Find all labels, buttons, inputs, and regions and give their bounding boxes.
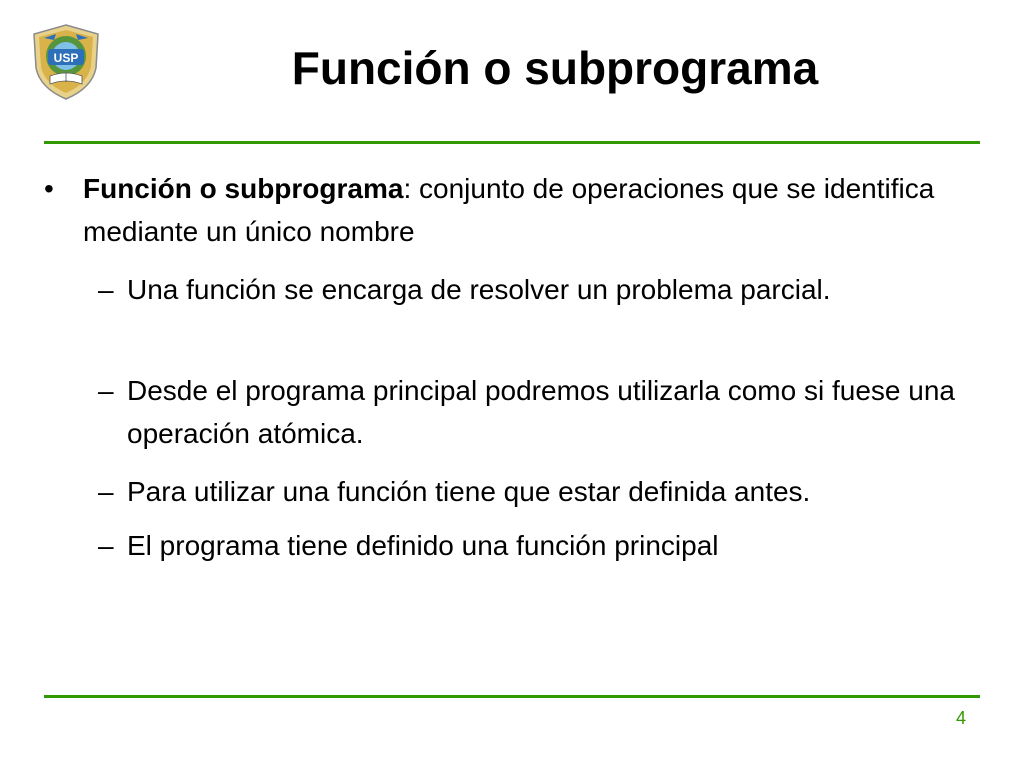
page-number: 4 (955, 708, 966, 728)
subpoint-text: El programa tiene definido una función principal (127, 530, 719, 561)
bottom-divider (44, 695, 980, 698)
subpoint-marker: – (98, 476, 114, 507)
subpoint-marker: – (98, 274, 114, 305)
subpoint-marker: – (98, 530, 114, 561)
subpoint-text: Una función se encarga de resolver un problema parcial. (127, 274, 831, 305)
bullet-body: : conjunto de operaciones que se identifica mediante un único nombre (83, 173, 935, 247)
bullet-marker: • (44, 173, 54, 204)
logo-text: USP (53, 51, 79, 65)
subpoint-text: Para utilizar una función tiene que estar definida antes. (127, 476, 811, 507)
bullet-lead: Función o subprograma (83, 173, 404, 204)
subpoint-text: Desde el programa principal podremos utilizarla como si fuese una operación atómica. (127, 375, 955, 449)
slide-title: Función o subprograma (291, 42, 819, 94)
subpoint-marker: – (98, 375, 114, 406)
bullet-item (83, 167, 983, 253)
